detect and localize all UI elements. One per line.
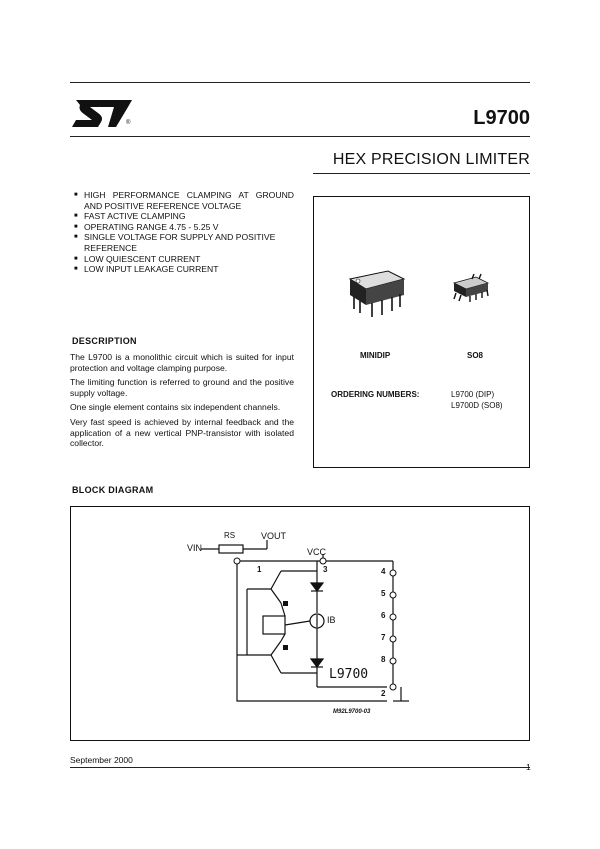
st-logo <box>70 96 140 132</box>
feature-item: ■ HIGH PERFORMANCE CLAMPING AT GROUND AND POSITIVE REFERENCE VOLTAGE <box>74 190 294 211</box>
header-bottom-rule <box>70 136 530 137</box>
header-top-rule <box>70 82 530 83</box>
pin-label: 2 <box>381 689 386 698</box>
pin-label: 1 <box>257 565 262 574</box>
block-diagram-title: BLOCK DIAGRAM <box>72 485 154 495</box>
so8-package-icon <box>448 271 494 305</box>
part-number: L9700 <box>473 107 530 129</box>
registered-mark: ® <box>126 120 131 126</box>
description-paragraph: Very fast speed is achieved by internal feedback and the application of a new vertical PNP-transistor with isolated collector. <box>70 416 294 449</box>
minidip-label: MINIDIP <box>360 351 391 360</box>
pin-label: 8 <box>381 655 386 664</box>
ib-label: IB <box>327 615 336 625</box>
order-number-dip: L9700 (DIP) <box>451 390 495 399</box>
subtitle-rule <box>313 173 530 174</box>
feature-item: ■ LOW QUIESCENT CURRENT <box>74 254 294 265</box>
feature-item: ■ SINGLE VOLTAGE FOR SUPPLY AND POSITIVE REFERENCE <box>74 232 294 253</box>
pin-label: 7 <box>381 633 386 642</box>
minidip-package-icon <box>344 265 414 321</box>
chip-label: L9700 <box>329 667 369 682</box>
block-diagram-box <box>70 506 530 741</box>
order-number-so8: L9700D (SO8) <box>451 401 503 410</box>
feature-item: ■ LOW INPUT LEAKAGE CURRENT <box>74 264 294 275</box>
pin-label: 5 <box>381 589 386 598</box>
features-list <box>74 190 294 275</box>
so8-label: SO8 <box>467 351 484 360</box>
feature-item: ■ FAST ACTIVE CLAMPING <box>74 211 294 222</box>
vout-label: VOUT <box>261 531 287 541</box>
vcc-label: VCC <box>307 547 327 557</box>
rs-label: RS <box>224 531 236 540</box>
footer-rule <box>70 767 530 768</box>
description-paragraph: The L9700 is a monolithic circuit which is suited for input protection and voltage clamping purpose. <box>70 352 294 373</box>
description-title: DESCRIPTION <box>72 336 137 346</box>
vin-label: VIN <box>187 543 203 553</box>
description-body <box>70 352 294 453</box>
pin-label: 4 <box>381 567 386 576</box>
pin-label: 3 <box>323 565 328 574</box>
package-box <box>313 196 530 468</box>
ordering-numbers-label: ORDERING NUMBERS: <box>331 390 420 399</box>
block-diagram-schematic <box>71 507 529 740</box>
footer-date: September 2000 <box>70 755 133 765</box>
description-paragraph: The limiting function is referred to ground and the positive supply voltage. <box>70 377 294 398</box>
description-paragraph: One single element contains six independent channels. <box>70 402 281 413</box>
pin-label: 6 <box>381 611 386 620</box>
figure-code: M92L9700-03 <box>333 709 371 715</box>
page-number: 1 <box>526 762 531 772</box>
feature-item: ■ OPERATING RANGE 4.75 - 5.25 V <box>74 222 294 233</box>
document-subtitle: HEX PRECISION LIMITER <box>332 151 530 168</box>
st-logo-icon <box>70 96 140 132</box>
